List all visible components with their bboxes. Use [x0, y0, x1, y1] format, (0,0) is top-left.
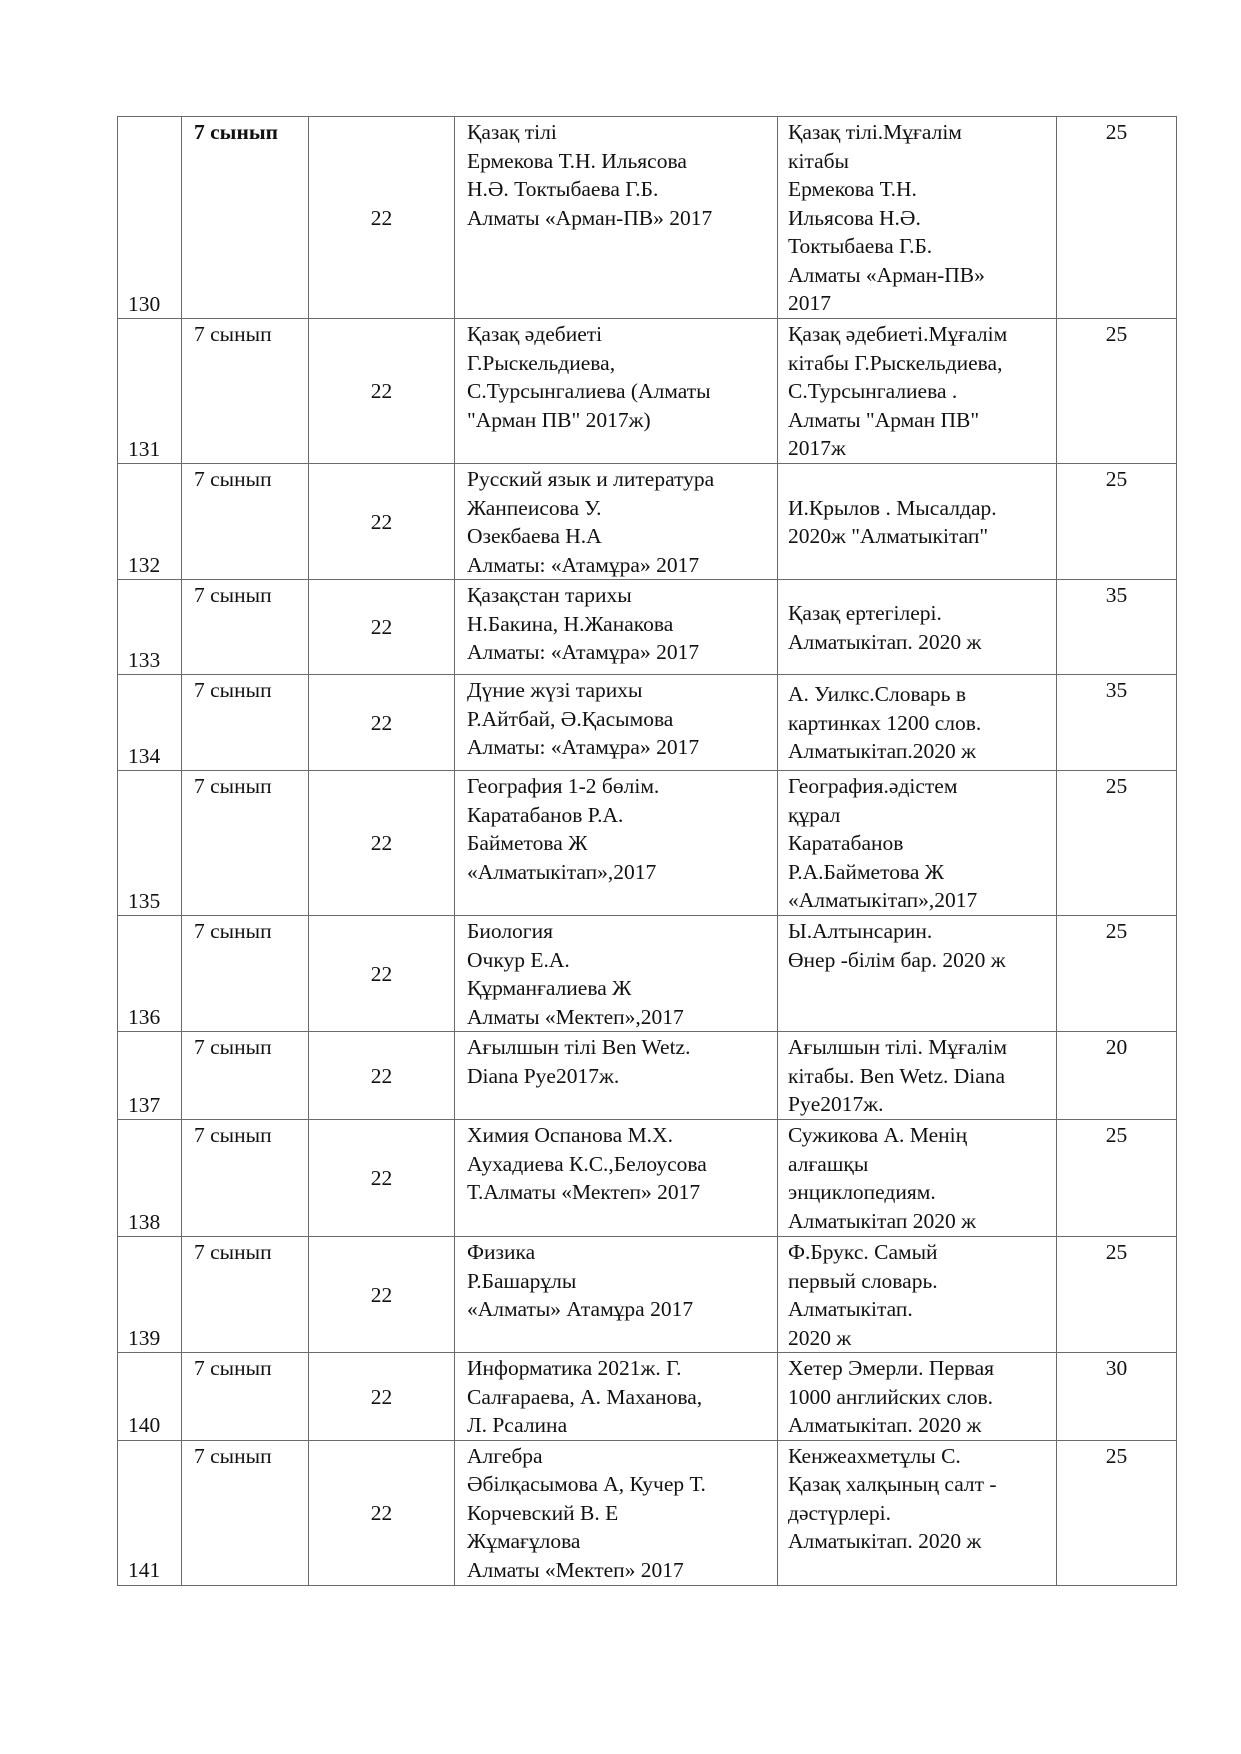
grade-cell: 7 сынып: [182, 464, 309, 580]
supplement-cell: Қазақ тілі.Мұғалім кітабы Ермекова Т.Н. Ильясова Н.Ә. Токтыбаева Г.Б. Алматы «Арман-ПВ» 2017: [778, 117, 1057, 319]
quantity-cell: 25: [1057, 1237, 1177, 1353]
hours-cell: 22: [309, 1032, 455, 1120]
quantity-cell: 25: [1057, 771, 1177, 916]
grade-cell: 7 сынып: [182, 771, 309, 916]
table-row: [118, 1353, 1177, 1441]
textbook-cell: Информатика 2021ж. Г. Салғараева, А. Маханова, Л. Рсалина: [455, 1353, 778, 1441]
table-row: [118, 771, 1177, 916]
row-number: 130: [118, 117, 182, 319]
grade-cell: 7 сынып: [182, 117, 309, 319]
hours-cell: 22: [309, 464, 455, 580]
supplement-cell: Қазақ ертегілері. Алматыкітап. 2020 ж: [778, 580, 1057, 675]
textbook-cell: Қазақ тілі Ермекова Т.Н. Ильясова Н.Ә. Токтыбаева Г.Б. Алматы «Арман-ПВ» 2017: [455, 117, 778, 319]
textbook-cell: Алгебра Әбілқасымова А, Кучер Т. Корчевский В. Е Жұмағұлова Алматы «Мектеп» 2017: [455, 1440, 778, 1585]
textbook-cell: Ағылшын тілі Ben Wetz. Diana Pye2017ж.: [455, 1032, 778, 1120]
table-row: [118, 1440, 1177, 1585]
table-row: [118, 675, 1177, 771]
hours-cell: 22: [309, 1237, 455, 1353]
quantity-cell: 25: [1057, 1120, 1177, 1237]
table-row: [118, 319, 1177, 464]
supplement-cell: География.әдістем құрал Каратабанов Р.А.Байметова Ж «Алматыкітап»,2017: [778, 771, 1057, 916]
grade-cell: 7 сынып: [182, 1120, 309, 1237]
table-row: [118, 1032, 1177, 1120]
quantity-cell: 25: [1057, 916, 1177, 1032]
row-number: 131: [118, 319, 182, 464]
quantity-cell: 25: [1057, 319, 1177, 464]
row-number: 133: [118, 580, 182, 675]
quantity-cell: 35: [1057, 675, 1177, 771]
textbook-cell: Физика Р.Башарұлы «Алматы» Атамұра 2017: [455, 1237, 778, 1353]
row-number: 134: [118, 675, 182, 771]
hours-cell: 22: [309, 1440, 455, 1585]
row-number: 132: [118, 464, 182, 580]
hours-cell: 22: [309, 1120, 455, 1237]
supplement-cell: Ф.Брукс. Самый первый словарь. Алматыкітап. 2020 ж: [778, 1237, 1057, 1353]
table-row: [118, 916, 1177, 1032]
hours-cell: 22: [309, 319, 455, 464]
row-number: 139: [118, 1237, 182, 1353]
textbook-table: [117, 116, 1177, 1586]
textbook-cell: Биология Очкур Е.А. Құрманғалиева Ж Алматы «Мектеп»,2017: [455, 916, 778, 1032]
row-number: 135: [118, 771, 182, 916]
quantity-cell: 20: [1057, 1032, 1177, 1120]
textbook-cell: Қазақ әдебиеті Г.Рыскельдиева, С.Турсынгалиева (Алматы "Арман ПВ" 2017ж): [455, 319, 778, 464]
supplement-cell: Хетер Эмерли. Первая 1000 английских слов. Алматыкітап. 2020 ж: [778, 1353, 1057, 1441]
row-number: 140: [118, 1353, 182, 1441]
supplement-cell: Сужикова А. Менің алғашқы энциклопедиям. Алматыкітап 2020 ж: [778, 1120, 1057, 1237]
row-number: 138: [118, 1120, 182, 1237]
hours-cell: 22: [309, 675, 455, 771]
row-number: 137: [118, 1032, 182, 1120]
supplement-cell: Ағылшын тілі. Мұғалім кітабы. Ben Wetz. Diana Pye2017ж.: [778, 1032, 1057, 1120]
supplement-cell: А. Уилкс.Словарь в картинках 1200 слов. Алматыкітап.2020 ж: [778, 675, 1057, 771]
row-number: 141: [118, 1440, 182, 1585]
grade-cell: 7 сынып: [182, 916, 309, 1032]
table-row: [118, 1120, 1177, 1237]
hours-cell: 22: [309, 1353, 455, 1441]
grade-cell: 7 сынып: [182, 675, 309, 771]
supplement-cell: Қазақ әдебиеті.Мұғалім кітабы Г.Рыскельдиева, С.Турсынгалиева . Алматы "Арман ПВ" 2017ж: [778, 319, 1057, 464]
textbook-cell: Қазақстан тарихы Н.Бакина, Н.Жанакова Алматы: «Атамұра» 2017: [455, 580, 778, 675]
grade-cell: 7 сынып: [182, 1353, 309, 1441]
hours-cell: 22: [309, 916, 455, 1032]
textbook-cell: Русский язык и литература Жанпеисова У. Озекбаева Н.А Алматы: «Атамұра» 2017: [455, 464, 778, 580]
quantity-cell: 25: [1057, 117, 1177, 319]
grade-cell: 7 сынып: [182, 319, 309, 464]
supplement-cell: Кенжеахметұлы С. Қазақ халқының салт - дәстүрлері. Алматыкітап. 2020 ж: [778, 1440, 1057, 1585]
quantity-cell: 25: [1057, 1440, 1177, 1585]
grade-cell: 7 сынып: [182, 1440, 309, 1585]
hours-cell: 22: [309, 117, 455, 319]
grade-cell: 7 сынып: [182, 1032, 309, 1120]
supplement-cell: И.Крылов . Мысалдар. 2020ж "Алматыкітап": [778, 464, 1057, 580]
grade-cell: 7 сынып: [182, 1237, 309, 1353]
textbook-cell: География 1-2 бөлім. Каратабанов Р.А. Байметова Ж «Алматыкітап»,2017: [455, 771, 778, 916]
supplement-cell: Ы.Алтынсарин. Өнер -білім бар. 2020 ж: [778, 916, 1057, 1032]
row-number: 136: [118, 916, 182, 1032]
quantity-cell: 35: [1057, 580, 1177, 675]
table-row: [118, 1237, 1177, 1353]
table-row: [118, 464, 1177, 580]
textbook-cell: Химия Оспанова М.Х. Аухадиева К.С.,Белоусова Т.Алматы «Мектеп» 2017: [455, 1120, 778, 1237]
textbook-cell: Дүние жүзі тарихы Р.Айтбай, Ә.Қасымова Алматы: «Атамұра» 2017: [455, 675, 778, 771]
quantity-cell: 30: [1057, 1353, 1177, 1441]
table-row: [118, 580, 1177, 675]
grade-cell: 7 сынып: [182, 580, 309, 675]
hours-cell: 22: [309, 771, 455, 916]
hours-cell: 22: [309, 580, 455, 675]
table-row: [118, 117, 1177, 319]
quantity-cell: 25: [1057, 464, 1177, 580]
